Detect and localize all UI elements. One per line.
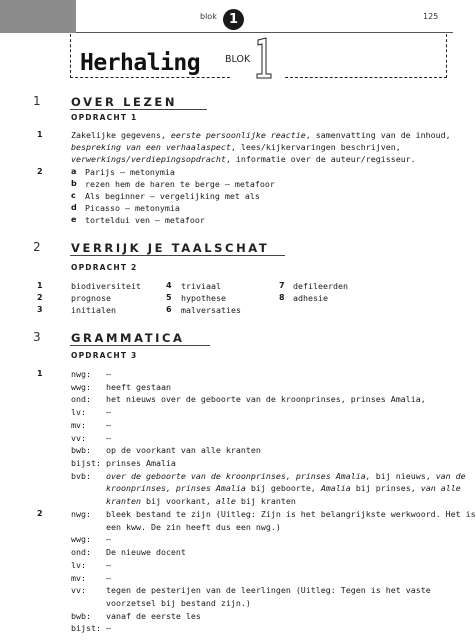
analysis-value: – [106, 419, 111, 430]
opdracht-label: OPDRACHT 2 [71, 263, 138, 272]
title-blok-label: BLOK [225, 54, 251, 65]
header-blok-badge: 1 [223, 9, 244, 30]
word-number: 2 [37, 293, 43, 302]
opdracht-label: OPDRACHT 3 [71, 351, 138, 360]
analysis-key: wwg: [71, 381, 91, 392]
word-number: 6 [166, 305, 172, 314]
analysis-key: nwg: [71, 369, 91, 379]
title-frame-left [70, 34, 71, 78]
analysis-value: over de geboorte van de kroonprinses, prinses Amalia, bij nieuws, van de [106, 470, 466, 481]
title-frame-right [446, 34, 447, 78]
sub-letter: c [71, 191, 76, 200]
analysis-value: vanaf de eerste les [106, 610, 201, 621]
analysis-key: bvb: [71, 470, 91, 481]
word-answer: triviaal [181, 281, 221, 291]
sub-answer: Picasso – metonymia [85, 203, 180, 213]
section-title: VERRIJK JE TAALSCHAT [71, 241, 270, 255]
word-answer: defileerden [293, 281, 348, 291]
word-number: 8 [279, 293, 285, 302]
word-number: 3 [37, 305, 43, 314]
analysis-key: nwg: [71, 509, 91, 519]
analysis-key: ond: [71, 394, 91, 405]
word-answer: hypothese [181, 293, 226, 303]
header-blok-label: blok [200, 12, 217, 21]
analysis-value: – [106, 432, 111, 443]
analysis-key: ond: [71, 547, 91, 558]
item-number: 2 [37, 509, 43, 518]
item-number: 2 [37, 167, 43, 176]
word-answer: adhesie [293, 293, 328, 303]
analysis-value: – [106, 407, 111, 418]
word-answer: biodiversiteit [71, 281, 141, 291]
title-frame-bottom-right [285, 77, 447, 78]
analysis-value: kranten bij voorkant, alle bij kranten [106, 496, 296, 506]
analysis-value: het nieuws over de geboorte van de kroonprinses, prinses Amalia, [106, 394, 426, 405]
analysis-key: mv: [71, 572, 86, 583]
analysis-value: – [106, 369, 111, 379]
analysis-key: vv: [71, 585, 86, 596]
analysis-value: bleek bestand te zijn (Uitleg: Zijn is het belangrijkste werkwoord. Het is [106, 509, 476, 519]
section-title: GRAMMATICA [71, 331, 185, 345]
page-title: Herhaling [80, 50, 201, 76]
analysis-value: – [106, 623, 111, 634]
analysis-key: bwb: [71, 610, 91, 621]
sub-answer: Als beginner – vergelijking met als [85, 191, 260, 201]
analysis-key: bijst: [71, 623, 101, 634]
analysis-value: kroonprinses, prinses Amalia bij geboorte, Amalia bij prinses, van alle [106, 483, 461, 494]
section-number: 3 [33, 330, 41, 344]
outlined-one-icon [254, 36, 276, 80]
sub-letter: e [71, 215, 77, 224]
analysis-value: prinses Amalia [106, 457, 176, 468]
sub-answer: rezen hem de haren te berge – metafoor [85, 179, 275, 189]
section-rule [70, 109, 207, 110]
section-title: OVER LEZEN [71, 95, 178, 109]
analysis-value: De nieuwe docent [106, 547, 186, 558]
word-number: 7 [279, 281, 285, 290]
sub-answer: torteldui ven – metafoor [85, 215, 205, 225]
analysis-value: op de voorkant van alle kranten [106, 445, 261, 456]
analysis-key: lv: [71, 559, 86, 570]
word-number: 5 [166, 293, 172, 302]
page-number: 125 [423, 12, 439, 21]
analysis-key: lv: [71, 407, 86, 418]
answer-line: verwerkings/verdiepingsopdracht, informatie over de auteur/regisseur. [71, 154, 416, 164]
sub-letter: d [71, 203, 77, 212]
item-number: 1 [37, 369, 43, 378]
analysis-key: mv: [71, 419, 86, 430]
analysis-value: een kww. De zin heeft dus een nwg.) [106, 521, 281, 532]
header-grey-tab [0, 0, 76, 33]
opdracht-label: OPDRACHT 1 [71, 113, 138, 122]
word-number: 1 [37, 281, 43, 290]
title-blok-number [254, 36, 276, 84]
sub-letter: a [71, 167, 77, 176]
analysis-value: tegen de pesterijen van de leerlingen (Uitleg: Tegen is het vaste [106, 585, 431, 596]
analysis-key: bwb: [71, 445, 91, 456]
section-number: 1 [33, 94, 41, 108]
analysis-value: – [106, 559, 111, 570]
answer-line: Zakelijke gegevens, eerste persoonlijke reactie, samenvatting van de inhoud, [71, 130, 451, 140]
header-rule [76, 32, 453, 33]
sub-answer: Parijs – metonymia [85, 167, 175, 177]
section-number: 2 [33, 240, 41, 254]
section-rule [70, 345, 210, 346]
analysis-value: – [106, 534, 111, 545]
answer-line: bespreking van een verhaalaspect, lees/kijkervaringen beschrijven, [71, 142, 401, 152]
analysis-key: vv: [71, 432, 86, 443]
word-number: 4 [166, 281, 172, 290]
analysis-key: bijst: [71, 457, 101, 468]
title-frame-bottom [70, 77, 230, 78]
sub-letter: b [71, 179, 77, 188]
word-answer: malversaties [181, 305, 241, 315]
item-number: 1 [37, 130, 43, 139]
analysis-value: – [106, 572, 111, 583]
analysis-value: voorzetsel bij bestand zijn.) [106, 597, 251, 608]
word-answer: initialen [71, 305, 116, 315]
section-rule [70, 255, 285, 256]
word-answer: prognose [71, 293, 111, 303]
analysis-key: wwg: [71, 534, 91, 545]
analysis-value: heeft gestaan [106, 381, 171, 392]
